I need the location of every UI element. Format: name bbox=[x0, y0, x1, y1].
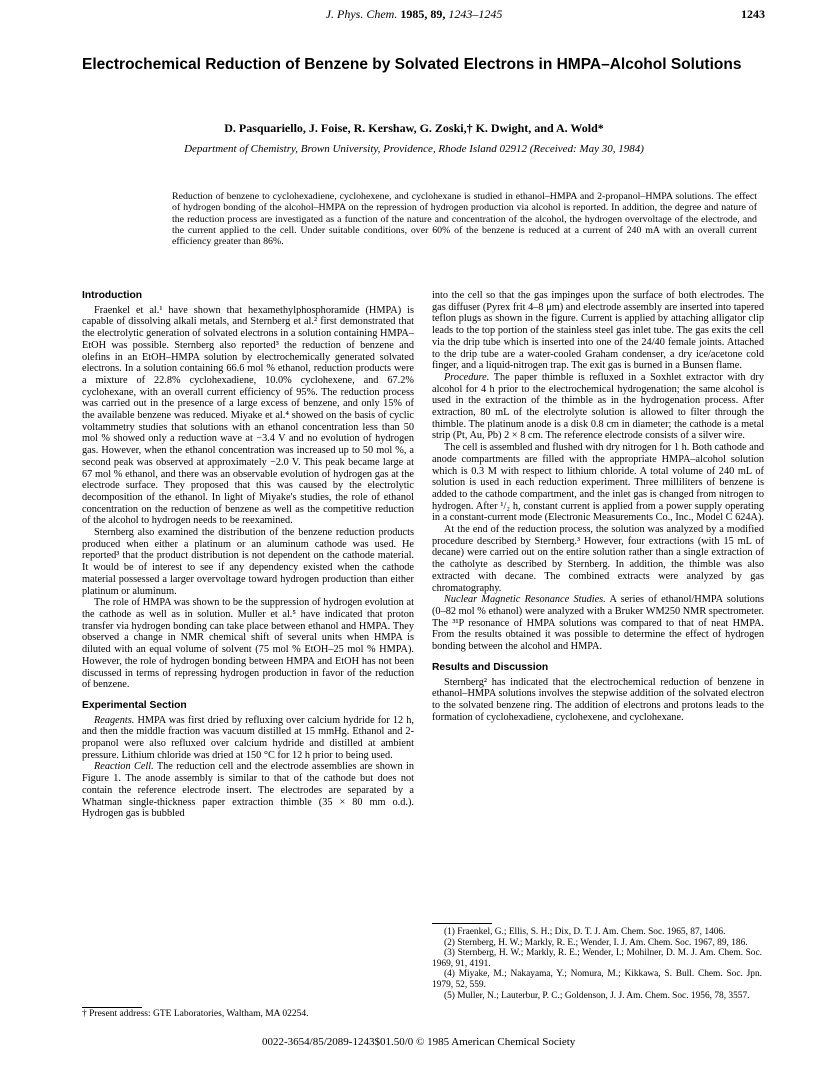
reference-item: (4) Miyake, M.; Nakayama, Y.; Nomura, M.; Kikkawa, S. Bull. Chem. Soc. Jpn. 1979, 52, 559. bbox=[432, 969, 762, 990]
experimental-heading: Experimental Section bbox=[82, 699, 187, 711]
page-range: 1243–1245 bbox=[448, 7, 503, 21]
right-paragraph-3: The cell is assembled and flushed with dry nitrogen for 1 h. Both cathode and anode compartments are filled with the appropriate HMPA–alcohol solution which is 0.3 M with respect to lithium chloride. A total volume of 240 mL of solution is used in each reduction experiment. Three milliliters of benzene is added to the cathode compartment, and the inlet gas is changed from nitrogen to hydrogen. After ¹/₂ h, constant current is applied from a power supply operating in a constant-current mode (Electronic Measurements Co., Inc., Model C 624A). bbox=[432, 442, 764, 524]
left-column bbox=[82, 290, 414, 820]
nmr-paragraph bbox=[432, 594, 764, 653]
right-paragraph-1: into the cell so that the gas impinges upon the surface of both electrodes. The gas diffuser (Pyrex frit 4–8 μm) and electrode assembly are inserted into tapered teflon plugs as shown in the figure. Current is applied by attaching alligator clip leads to the top portion of the stainless steel gas inlet tube. The gas exits the cell via the drip tube which is inserted into one of the 24/40 female joints. Attached to the drip tube are a water-cooled Graham condenser, a dry ice/acetone cold finger, and a liquid-nitrogen trap. The exit gas is burned in a Bunsen flame. bbox=[432, 290, 764, 372]
reference-item: (2) Sternberg, H. W.; Markly, R. E.; Wender, I. J. Am. Chem. Soc. 1967, 89, 186. bbox=[444, 937, 748, 948]
journal-name: J. Phys. Chem. bbox=[325, 7, 398, 21]
reagents-text: HMPA was first dried by refluxing over calcium hydride for 12 h, and then the middle fraction was vacuum distilled at 15 mmHg. Ethanol and 2-propanol were also refluxed over calcium hydride and distilled at ambient pressure. Lithium chloride was dried at 150 °C for 12 h prior to being used. bbox=[82, 714, 414, 761]
reference-list bbox=[432, 927, 762, 1001]
author-list: D. Pasquariello, J. Foise, R. Kershaw, G. Zoski,† K. Dwight, and A. Wold* bbox=[224, 121, 604, 135]
volume-info: 1985, 89, bbox=[400, 7, 446, 21]
running-header bbox=[0, 7, 828, 22]
abstract: Reduction of benzene to cyclohexadiene, cyclohexene, and cyclohexane is studied in ethanol–HMPA and 2-propanol–HMPA solutions. The effect of hydrogen bonding of the alcohol–HMPA on the repression of hydrogen production via alcohol is reported. In addition, the degree and nature of the reduction process are investigated as a function of the nature and concentration of the alcohol, the hydrogen overvoltage of the electrode, and the current applied to the cell. Under suitable conditions, over 60% of the benzene is reduced at a current of 240 mA with an overall current efficiency greater than 86%. bbox=[172, 191, 757, 248]
procedure-text: The paper thimble is refluxed in a Soxhlet extractor with dry alcohol for 4 h prior to the electrochemical hydrogenation; the same alcohol is used in the extraction of the thimble as in the hydrogenation process. After extraction, 80 mL of the electrolyte solution is allowed to filter through the thimble. The platinum anode is a disk 0.8 cm in diameter; the cathode is a metal strip (Pt, Au, Pb) 2 × 8 cm. The reference electrode consists of a silver wire. bbox=[432, 371, 764, 442]
procedure-paragraph bbox=[432, 372, 764, 442]
right-column bbox=[432, 290, 764, 723]
results-paragraph: Sternberg² has indicated that the electrochemical reduction of benzene in ethanol–HMPA solutions involves the stepwise addition of the solvated electron to the solvated benzene ring. The addition of electrons and protons leads to the formation of cyclohexadiene, cyclohexene, and cyclohexane. bbox=[432, 676, 764, 723]
copyright: © 1985 American Chemical Society bbox=[416, 1036, 576, 1048]
reference-item: (1) Fraenkel, G.; Ellis, S. H.; Dix, D. T. J. Am. Chem. Soc. 1965, 87, 1406. bbox=[444, 927, 726, 937]
reference-item: (3) Sternberg, H. W.; Markly, R. E.; Wender, I.; Mohilner, D. M. J. Am. Chem. Soc. 1969, 91, 4191. bbox=[432, 948, 762, 969]
intro-paragraph-2: Sternberg also examined the distribution of the benzene reduction products produced when either a platinum or an aluminum cathode was used. He reported³ that the product distribution is not dependent on the cathode material. It would be of interest to see if any dependency existed when the cathode material possessed a larger overvoltage toward hydrogen production than either platinum or aluminum. bbox=[82, 527, 414, 597]
procedure-label: Procedure. bbox=[444, 371, 490, 383]
reaction-cell-text: The reduction cell and the electrode assemblies are shown in Figure 1. The anode assembly is similar to that of the cathode but does not contain the reference electrode insert. The electrodes are separated by a Whatman single-thickness paper extraction thimble (35 × 80 mm o.d.). Hydrogen gas is bubbled bbox=[82, 761, 415, 820]
reaction-cell-paragraph bbox=[82, 761, 414, 820]
reagents-label: Reagents. bbox=[94, 714, 135, 726]
reference-item: (5) Muller, N.; Lauterbur, P. C.; Goldenson, J. J. Am. Chem. Soc. 1956, 78, 3557. bbox=[444, 990, 750, 1001]
right-paragraph-4: At the end of the reduction process, the solution was analyzed by a modified procedure described by Sternberg.³ However, four extractions (with 15 mL of decane) were carried out on the entire solution rather than a single extraction of the catholyte as described by Sternberg. In addition, the thimble was also extracted with decane. The combined extracts were analyzed by gas chromatography. bbox=[432, 524, 764, 594]
intro-paragraph-1: Fraenkel et al.¹ have shown that hexamethylphosphoramide (HMPA) is capable of dissolving alkali metals, and Sternberg et al.² first demonstrated that the electrolytic generation of solvated electrons in a solution containing HMPA–EtOH was possible. Sternberg also reported³ the reduction of benzene and olefins in an EtOH–HMPA solution by electrochemically generated solvated electrons. In a solution containing 66.6 mol % ethanol, reduction products were a mixture of 22.8% cyclohexadiene, 10.0% cyclohexene, and 67.2% cyclohexane, with an overall current efficiency of 95%. The reduction process was carried out in the presence of a large excess of benzene, and only 15% of the available benzene was reduced. Miyake et al.⁴ showed on the basis of cyclic voltammetry studies that solutions with an ethanol concentration less than 50 mol % showed only a reduction wave at −3.4 V and no evolution of hydrogen gas. However, when the ethanol concentration was increased up to 50 mol %, a second peak was observed at approximately −2.0 V. This peak became large at 67 mol % ethanol, and there was an observable evolution of hydrogen gas at the electrode surface. They proposed that this was caused by the electrolytic decomposition of the ethanol. In light of Miyake's studies, the role of ethanol concentration on the reduction of benzene as well as the competitive reduction of the alcohol to hydrogen needs to be reexamined. bbox=[82, 304, 414, 527]
paper-title: Electrochemical Reduction of Benzene by Solvated Electrons in HMPA–Alcohol Solutions bbox=[82, 56, 742, 73]
intro-paragraph-3: The role of HMPA was shown to be the suppression of hydrogen evolution at the cathode as well as in solution. Muller et al.⁵ have indicated that proton transfer via hydrogen bonding can take place between ethanol and HMPA. They observed a change in NMR chemical shift of several units when HMPA is diluted with an equal volume of solvent (75 mol % EtOH–25 mol % HMPA). However, the role of hydrogen bonding between HMPA and EtOH has not been discussed in terms of repressing hydrogen production in favor of the reduction of benzene. bbox=[82, 597, 414, 691]
footnote-rule bbox=[82, 1007, 142, 1008]
introduction-heading: Introduction bbox=[82, 290, 143, 301]
article-code: 0022-3654/85/2089-1243$01.50/0 bbox=[262, 1036, 414, 1048]
results-heading: Results and Discussion bbox=[432, 661, 549, 673]
affiliation: Department of Chemistry, Brown University, Providence, Rhode Island 02912 (Received: May 30, 1984) bbox=[184, 143, 644, 155]
nmr-label: Nuclear Magnetic Resonance Studies. bbox=[444, 594, 606, 606]
page-number: 1243 bbox=[741, 7, 765, 21]
references-rule bbox=[432, 923, 492, 924]
footnote: † Present address: GTE Laboratories, Waltham, MA 02254. bbox=[82, 1009, 309, 1019]
reaction-cell-label: Reaction Cell. bbox=[94, 761, 154, 773]
reagents-paragraph bbox=[82, 715, 414, 762]
nmr-text: A series of ethanol/HMPA solutions (0–82 mol % ethanol) were analyzed with a Bruker WM250 NMR spectrometer. The ³¹P resonance of HMPA solutions was compared to that of neat HMPA. From the results obtained it was possible to determine the effect of hydrogen bonding between the alcohol and HMPA. bbox=[432, 594, 764, 653]
